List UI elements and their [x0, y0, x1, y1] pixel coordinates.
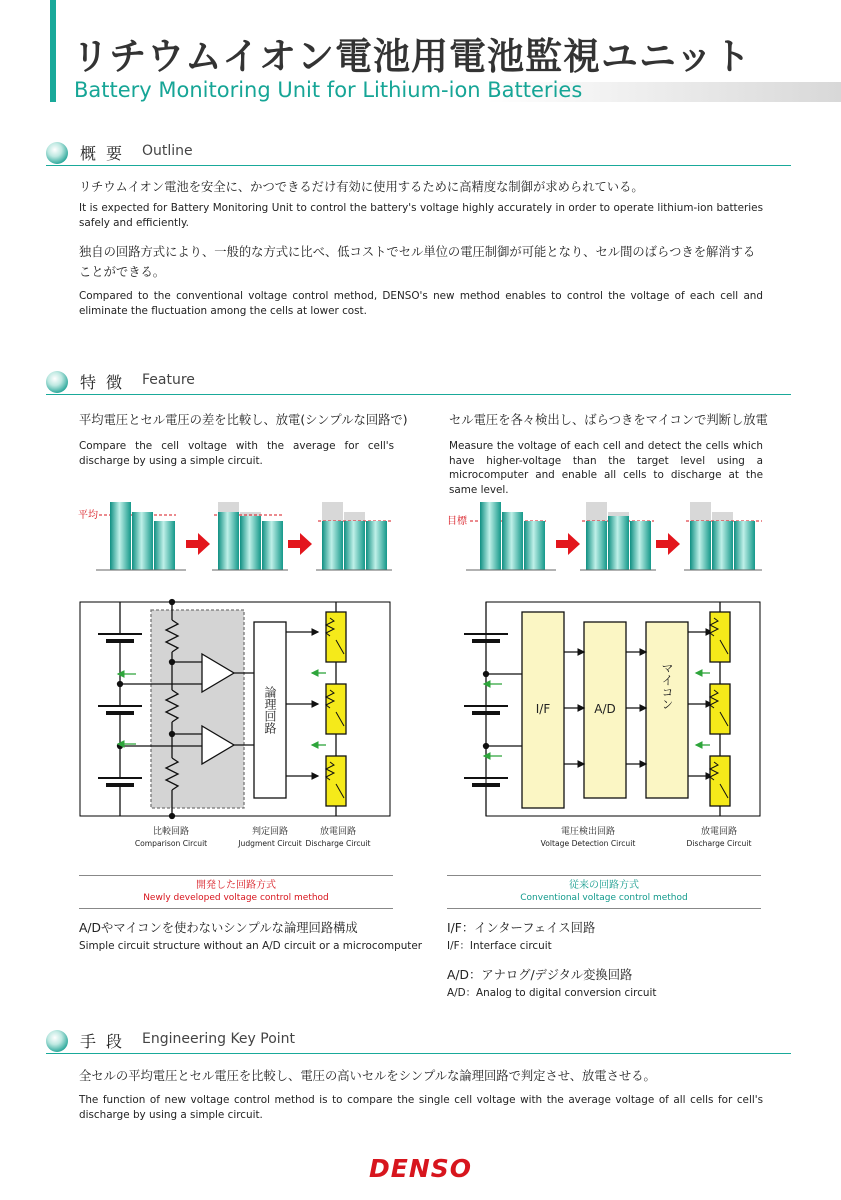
discharged-portion — [690, 502, 711, 521]
battery-cell — [240, 516, 261, 570]
average-label: 平均 — [78, 510, 98, 521]
discharge-cell — [710, 684, 730, 734]
outline-paragraph-1-en: It is expected for Battery Monitoring Unit to control the battery's voltage highly accurately in order to operate lithium-ion batteries safely and efficiently. — [79, 202, 763, 229]
outline-paragraph-2-en: Compared to the conventional voltage control method, DENSO's new method enables to control the voltage of each cell and eliminate the fluctuation among the cells at lower cost. — [79, 290, 763, 317]
battery-cell — [480, 502, 501, 570]
discharge-cell — [326, 684, 346, 734]
discharged-portion — [344, 512, 365, 521]
battery-cell — [524, 521, 545, 570]
interface-label: I/F — [535, 702, 551, 716]
interface-note-jp: I/F：インターフェイス回路 — [447, 921, 596, 935]
feature-section-heading — [46, 370, 791, 395]
right-arrow-icon — [186, 533, 210, 555]
caption-judgment: 判定回路 Judgment Circuit — [238, 827, 302, 848]
battery-cell — [502, 512, 523, 570]
page-subtitle: Battery Monitoring Unit for Lithium-ion Batteries — [74, 78, 583, 102]
battery-symbol — [98, 634, 142, 641]
conventional-method-label: 従来の回路方式 Conventional voltage control method — [520, 880, 688, 903]
bubble-icon — [46, 1030, 68, 1052]
target-label: 目標 — [447, 516, 467, 527]
divider — [79, 908, 393, 909]
caption-comparison: 比較回路 Comparison Circuit — [134, 827, 208, 848]
battery-cell — [262, 521, 283, 570]
discharge-cell — [710, 612, 730, 662]
discharged-portion — [712, 512, 733, 521]
denso-logo: DENSO — [368, 1154, 472, 1183]
microcomputer-label: マイコン — [660, 662, 674, 710]
engineering-section-heading — [46, 1029, 791, 1054]
battery-cell — [366, 521, 387, 570]
divider — [447, 875, 761, 876]
discharged-portion — [608, 512, 629, 516]
right-arrow-icon — [556, 533, 580, 555]
battery-cell — [690, 521, 711, 570]
feature-heading-jp: 特徴 — [80, 373, 133, 392]
outline-section-heading — [46, 141, 791, 166]
feature-right-heading: セル電圧を各々検出し、ばらつきをマイコンで判断し放電 — [449, 413, 768, 427]
discharged-portion — [586, 502, 607, 521]
microcomputer-block — [646, 622, 688, 798]
feature-left-description: Compare the cell voltage with the average for cell's discharge by using a simple circuit. — [79, 440, 394, 467]
battery-cell — [586, 521, 607, 570]
ad-note-en: A/D：Analog to digital conversion circuit — [447, 987, 657, 999]
interface-note-en: I/F：Interface circuit — [447, 940, 552, 952]
discharge-cell — [710, 756, 730, 806]
outline-paragraph-2-jp: 独自の回路方式により、一般的な方式に比べ、低コストでセル単位の電圧制御が可能となり、セル間のばらつきを解消することができる。 — [79, 245, 756, 279]
outline-heading-jp: 概要 — [80, 144, 133, 163]
right-balance-diagram — [447, 502, 762, 570]
new-method-label: 開発した回路方式 Newly developed voltage control method — [143, 880, 329, 903]
engineering-heading-jp: 手段 — [80, 1032, 133, 1051]
battery-cell — [344, 521, 365, 570]
new-method-circuit — [80, 600, 390, 819]
battery-cell — [132, 512, 153, 570]
caption-discharge-left: 放電回路 Discharge Circuit — [305, 827, 371, 848]
engineering-paragraph-jp: 全セルの平均電圧とセル電圧を比較し、電圧の高いセルをシンプルな論理回路で判定させ、放電させる。 — [79, 1069, 656, 1083]
divider — [447, 908, 761, 909]
battery-cell — [110, 502, 131, 570]
right-arrow-icon — [288, 533, 312, 555]
discharge-cell — [326, 612, 346, 662]
battery-symbol — [98, 706, 142, 713]
battery-cell — [630, 521, 651, 570]
new-method-note-jp: A/Dやマイコンを使わないシンプルな論理回路構成 — [79, 921, 358, 935]
caption-voltage-detection: 電圧検出回路 Voltage Detection Circuit — [540, 827, 636, 848]
bubble-icon — [46, 142, 68, 164]
feature-diagrams — [0, 490, 841, 870]
left-balance-diagram — [78, 502, 392, 570]
ad-note-jp: A/D：アナログ/デジタル変換回路 — [447, 968, 633, 982]
bubble-icon — [46, 371, 68, 393]
battery-cell — [712, 521, 733, 570]
outline-paragraph-1-jp: リチウムイオン電池を安全に、かつできるだけ有効に使用するために高精度な制御が求められている。 — [79, 180, 644, 194]
engineering-heading-en: Engineering Key Point — [142, 1031, 296, 1047]
discharge-cell — [326, 756, 346, 806]
feature-heading-en: Feature — [142, 372, 195, 388]
battery-cell — [154, 521, 175, 570]
right-arrow-icon — [656, 533, 680, 555]
outline-heading-en: Outline — [142, 143, 193, 159]
page-title: リチウムイオン電池用電池監視ユニット — [72, 35, 752, 78]
comparison-area — [151, 610, 244, 808]
ad-label: A/D — [594, 702, 616, 716]
new-method-note-en: Simple circuit structure without an A/D circuit or a microcomputer — [79, 940, 423, 952]
battery-symbol — [98, 778, 142, 785]
battery-cell — [322, 521, 343, 570]
feature-right-description: Measure the voltage of each cell and detect the cells which have higher-voltage than the target level using a microcomputer and enable all cells to discharge at the same level. — [449, 440, 763, 496]
battery-cell — [608, 516, 629, 570]
discharged-portion — [218, 502, 239, 512]
divider — [79, 875, 393, 876]
feature-left-heading: 平均電圧とセル電圧の差を比較し、放電(シンプルな回路で) — [79, 413, 408, 427]
battery-cell — [734, 521, 755, 570]
caption-discharge-right: 放電回路 Discharge Circuit — [686, 827, 752, 848]
discharged-portion — [322, 502, 343, 521]
battery-cell — [218, 512, 239, 570]
engineering-paragraph-en: The function of new voltage control method is to compare the single cell voltage with the average voltage of all cells for cell's discharge by using a simple circuit. — [79, 1094, 763, 1121]
logic-circuit-label: 論理回路 — [263, 686, 277, 734]
